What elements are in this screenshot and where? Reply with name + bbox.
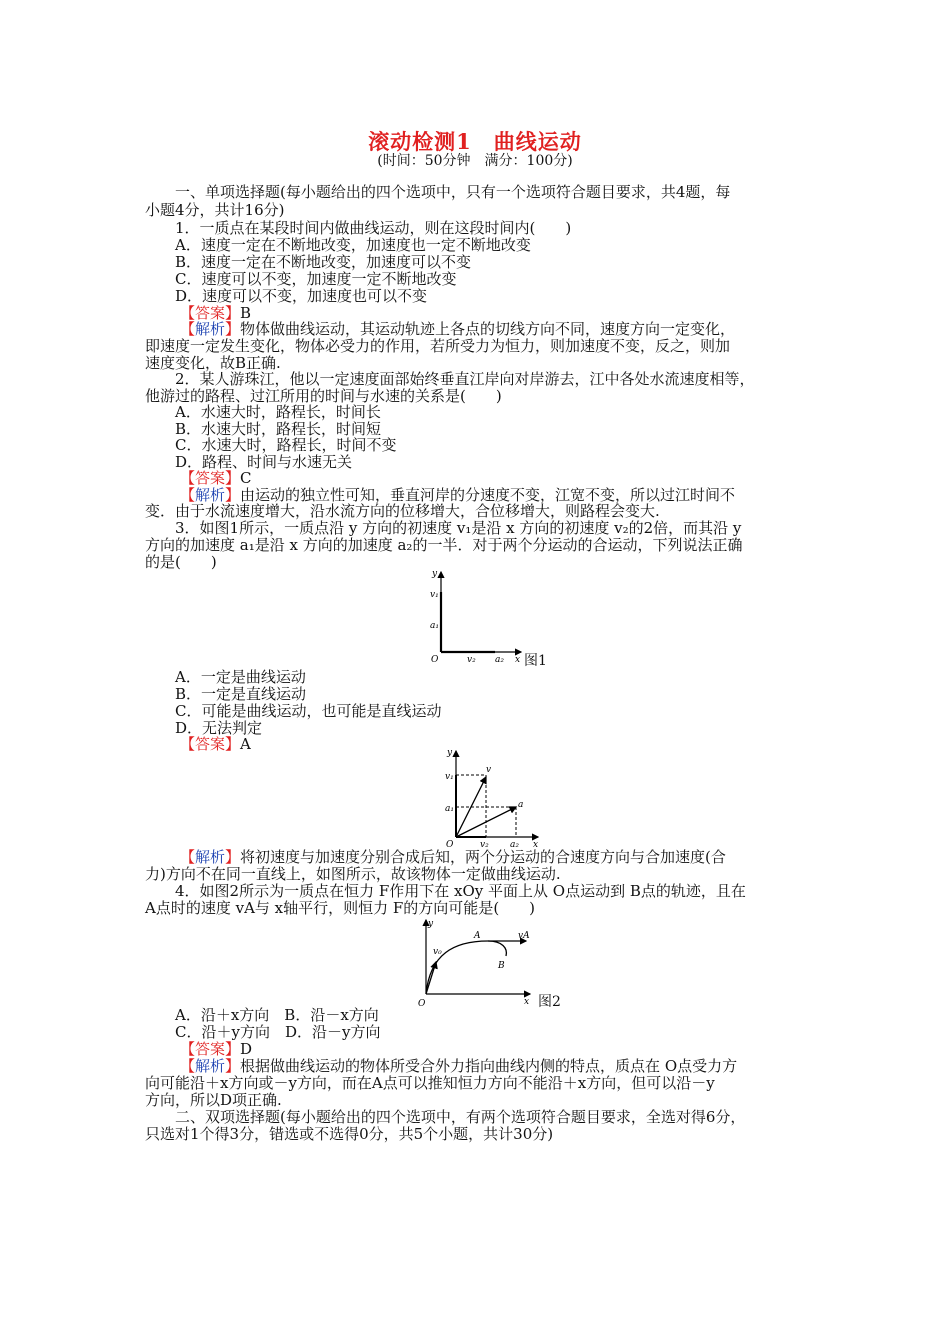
q1-answer-value: B bbox=[240, 304, 252, 322]
q4-analysis-line3: 方向，所以D项正确. bbox=[145, 1091, 282, 1109]
figure-2 bbox=[414, 916, 539, 1008]
q3-option-b: B．一定是直线运动 bbox=[175, 685, 307, 703]
section1-intro: 一、单项选择题(每小题给出的四个选项中，只有一个选项符合题目要求，共4题，每 bbox=[175, 183, 731, 201]
q3-option-c: C．可能是曲线运动，也可能是直线运动 bbox=[175, 702, 442, 720]
figure-1-caption: 图1 bbox=[524, 653, 547, 669]
q1-option-a: A．速度一定在不断地改变，加速度也一定不断地改变 bbox=[175, 236, 531, 254]
fig-a-v-label: v bbox=[486, 765, 492, 775]
fig2-B-label: B bbox=[498, 961, 505, 971]
q1-analysis-line3: 速度变化，故B正确. bbox=[145, 354, 281, 372]
fig-a-a2-label: a₂ bbox=[510, 840, 519, 850]
q4-answer: 【答案】D bbox=[180, 1040, 253, 1058]
q4-stem: 4．如图2所示为一质点在恒力 F作用下在 xOy 平面上从 O点运动到 B点的轨迹，且在 bbox=[175, 882, 746, 900]
fig2-v0-label: v₀ bbox=[433, 947, 442, 957]
answer-tag: 【答案】 bbox=[180, 304, 241, 322]
section1-intro-cont: 小题4分，共计16分) bbox=[145, 201, 285, 219]
page-title: 滚动检测1 曲线运动 bbox=[368, 129, 582, 154]
q1-option-d: D．速度可以不变，加速度也可以不变 bbox=[175, 287, 428, 305]
q2-stem-cont: 他游过的路程、过江所用的时间与水速的关系是( ) bbox=[145, 387, 502, 405]
figure-2-caption: 图2 bbox=[538, 994, 561, 1010]
q3-option-a: A．一定是曲线运动 bbox=[175, 668, 306, 686]
fig-a-a1-label: a₁ bbox=[445, 804, 454, 814]
q3-answer: 【答案】A bbox=[180, 735, 251, 753]
q2-stem: 2．某人游珠江，他以一定速度面部始终垂直江岸向对岸游去，江中各处水流速度相等， bbox=[175, 370, 755, 388]
q2-option-c: C．水速大时，路程长，时间不变 bbox=[175, 436, 397, 454]
fig1-a2-label: a₂ bbox=[495, 655, 504, 665]
q1-option-b: B．速度一定在不断地改变，加速度可以不变 bbox=[175, 253, 472, 271]
fig1-a1-label: a₁ bbox=[430, 621, 439, 631]
q4-options-cd: C．沿＋y方向 D．沿－y方向 bbox=[175, 1023, 381, 1041]
q3-stem: 3．如图1所示，一质点沿 y 方向的初速度 v₁是沿 x 方向的初速度 v₂的2倍，而其沿 y bbox=[175, 519, 742, 537]
fig2-x-label: x bbox=[524, 997, 530, 1007]
q2-option-b: B．水速大时，路程长，时间短 bbox=[175, 420, 382, 438]
q1-analysis-line1: 【解析】物体做曲线运动，其运动轨迹上各点的切线方向不同，速度方向一定变化， bbox=[180, 320, 736, 338]
analysis-tag: 解析 bbox=[195, 320, 226, 338]
fig2-A-label: A bbox=[474, 931, 481, 941]
q1-analysis-line2: 即速度一定发生变化，物体必受力的作用，若所受力为恒力，则加速度不变，反之，则加 bbox=[145, 337, 731, 355]
q1-option-c: C．速度可以不变，加速度一定不断地改变 bbox=[175, 270, 457, 288]
fig2-y-label: y bbox=[428, 919, 434, 929]
q4-options-ab: A．沿＋x方向 B．沿－x方向 bbox=[175, 1006, 379, 1024]
q4-analysis-line1: 【解析】根据做曲线运动的物体所受合外力指向曲线内侧的特点，质点在 O点受力方 bbox=[180, 1057, 738, 1075]
fig1-origin-label: O bbox=[431, 655, 439, 665]
fig-a-v1-label: v₁ bbox=[445, 772, 454, 782]
q2-option-d: D．路程、时间与水速无关 bbox=[175, 453, 353, 471]
q4-analysis-line2: 向可能沿＋x方向或－y方向，而在A点可以推知恒力方向不能沿＋x方向，但可以沿－y bbox=[145, 1074, 715, 1092]
fig-a-x-label: x bbox=[533, 840, 539, 850]
fig-a-a-label: a bbox=[518, 800, 524, 810]
fig2-vA-label: vA bbox=[518, 931, 530, 941]
fig-a-v2-label: v₂ bbox=[480, 840, 489, 850]
fig-a-y-label: y bbox=[447, 748, 453, 758]
q2-analysis-line2: 变．由于水流速度增大，沿水流方向的位移增大，合位移增大，则路程会变大. bbox=[145, 502, 660, 520]
q3-analysis-line1: 【解析】将初速度与加速度分别合成后知，两个分运动的合速度方向与合加速度(合 bbox=[180, 848, 726, 866]
q3-stem-cont2: 的是( ) bbox=[145, 553, 217, 571]
fig-a-origin-label: O bbox=[446, 840, 454, 850]
q2-answer: 【答案】C bbox=[180, 469, 252, 487]
q3-option-d: D．无法判定 bbox=[175, 719, 263, 737]
q2-analysis-line1: 【解析】由运动的独立性可知，垂直河岸的分速度不变，江宽不变，所以过江时间不 bbox=[180, 486, 736, 504]
fig2-origin-label: O bbox=[418, 999, 426, 1008]
q3-stem-cont1: 方向的加速度 a₁是沿 x 方向的加速度 a₂的一半．对于两个分运动的合运动，下列说法正确 bbox=[145, 536, 743, 554]
q1-stem: 1．一质点在某段时间内做曲线运动，则在这段时间内( ) bbox=[175, 219, 572, 237]
figure-q3-analysis bbox=[438, 745, 553, 850]
q2-option-a: A．水速大时，路程长，时间长 bbox=[175, 403, 381, 421]
q3-analysis-line2: 力)方向不在同一直线上，如图所示，故该物体一定做曲线运动. bbox=[145, 865, 561, 883]
fig1-x-label: x bbox=[515, 655, 521, 665]
section2-intro: 二、双项选择题(每小题给出的四个选项中，有两个选项符合题目要求，全选对得6分， bbox=[175, 1108, 746, 1126]
page-subtitle: (时间：50分钟 满分：100分) bbox=[377, 153, 573, 169]
fig1-v2-label: v₂ bbox=[467, 655, 476, 665]
q4-stem-cont: A点时的速度 vA与 x轴平行，则恒力 F的方向可能是( ) bbox=[145, 899, 536, 917]
fig1-y-label: y bbox=[432, 569, 438, 579]
fig1-v1-label: v₁ bbox=[430, 590, 439, 600]
section2-intro-cont: 只选对1个得3分，错选或不选得0分，共5个小题，共计30分) bbox=[145, 1125, 554, 1143]
